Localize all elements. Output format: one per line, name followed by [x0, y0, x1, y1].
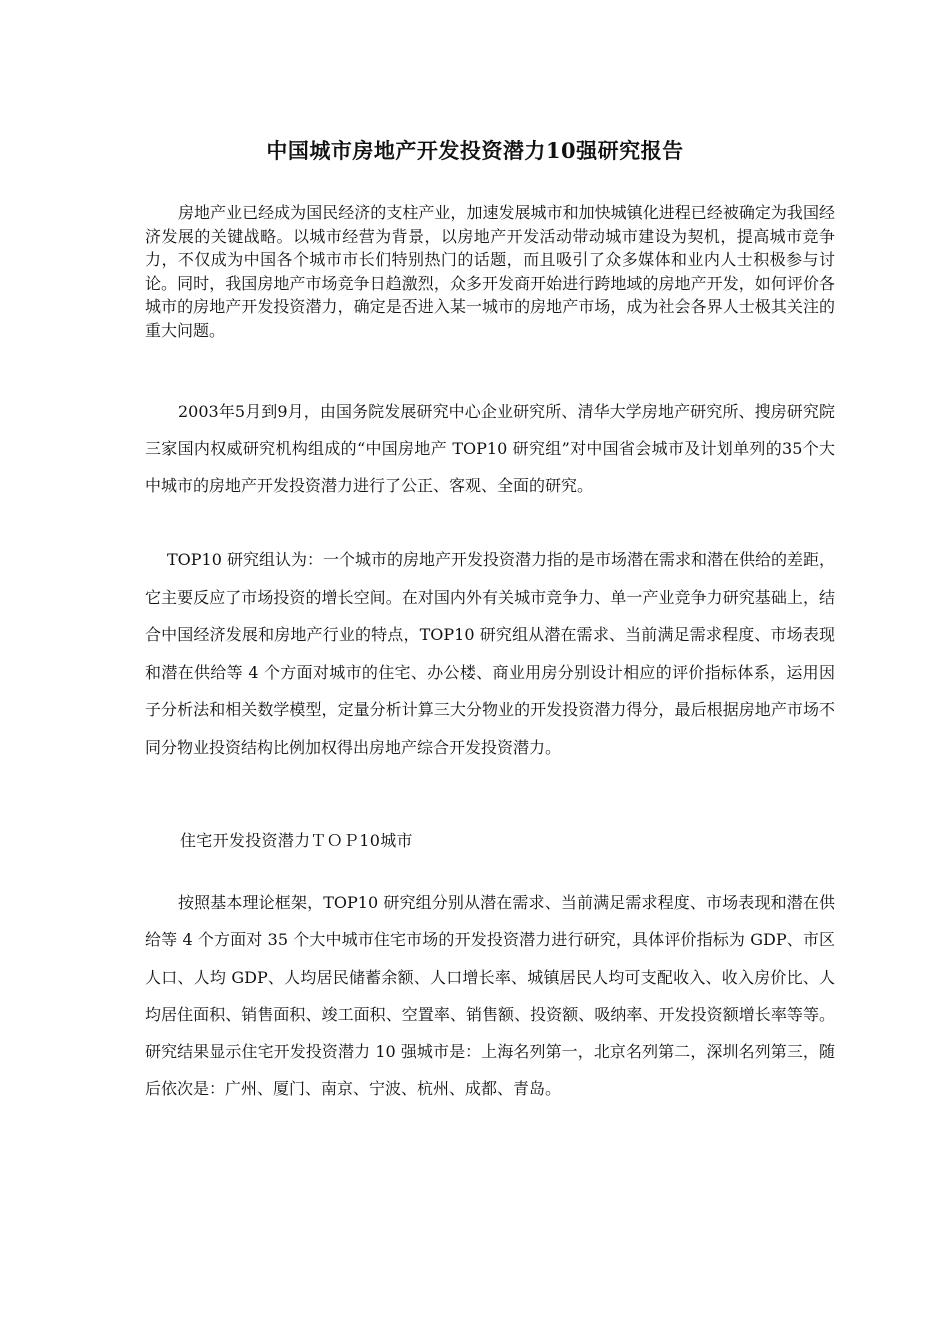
section-heading: 住宅开发投资潜力ＴＯＰ10城市	[180, 831, 413, 850]
intro-paragraph: 房地产业已经成为国民经济的支柱产业，加速发展城市和加快城镇化进程已经被确定为我国经济发展的关键战略。以城市经营为背景，以房地产开发活动带动城市建设为契机，提高城市竞争力，不仅成为中国各个城市市长们特别热门的话题，而且吸引了众多媒体和业内人士积极参与讨论。同时，我国房地产市场竞争日趋激烈，众多开发商开始进行跨地域的房地产开发，如何评价各城市的房地产开发投资潜力，确定是否进入某一城市的房地产市场，成为社会各界人士极其关注的重大问题。	[145, 203, 835, 340]
methodology-paragraph: TOP10 研究组认为：一个城市的房地产开发投资潜力指的是市场潜在需求和潜在供给的差距，它主要反应了市场投资的增长空间。在对国内外有关城市竞争力、单一产业竞争力研究基础上，结合中国经济发展和房地产行业的特点，TOP10 研究组从潜在需求、当前满足需求程度、市场表现和潜在供给等 4 个方面对城市的住宅、办公楼、商业用房分别设计相应的评价指标体系，运用因子分析法和相关数学模型，定量分析计算三大分物业的开发投资潜力得分，最后根据房地产市场不同分物业投资结构比例加权得出房地产综合开发投资潜力。	[145, 550, 836, 757]
research-scope-paragraph: 2003年5月到9月，由国务院发展研究中心企业研究所、清华大学房地产研究所、搜房研究院三家国内权威研究机构组成的“中国房地产 TOP10 研究组”对中国省会城市及计划单列的35个大中城市的房地产开发投资潜力进行了公正、客观、全面的研究。	[145, 402, 835, 495]
residential-results-paragraph: 按照基本理论框架，TOP10 研究组分别从潜在需求、当前满足需求程度、市场表现和潜在供给等 4 个方面对 35 个大中城市住宅市场的开发投资潜力进行研究，具体评价指标为 GDP、市区人口、人均 GDP、人均居民储蓄余额、人口增长率、城镇居民人均可支配收入、收入房价比、人均居住面积、销售面积、竣工面积、空置率、销售额、投资额、吸纳率、开发投资额增长率等等。 研究结果显示住宅开发投资潜力 10 强城市是：上海名列第一，北京名列第二，深圳名列第三，随后依次是：广州、厦门、南京、宁波、杭州、成都、青岛。	[145, 893, 835, 1099]
document-title: 中国城市房地产开发投资潜力10强研究报告	[266, 138, 684, 163]
